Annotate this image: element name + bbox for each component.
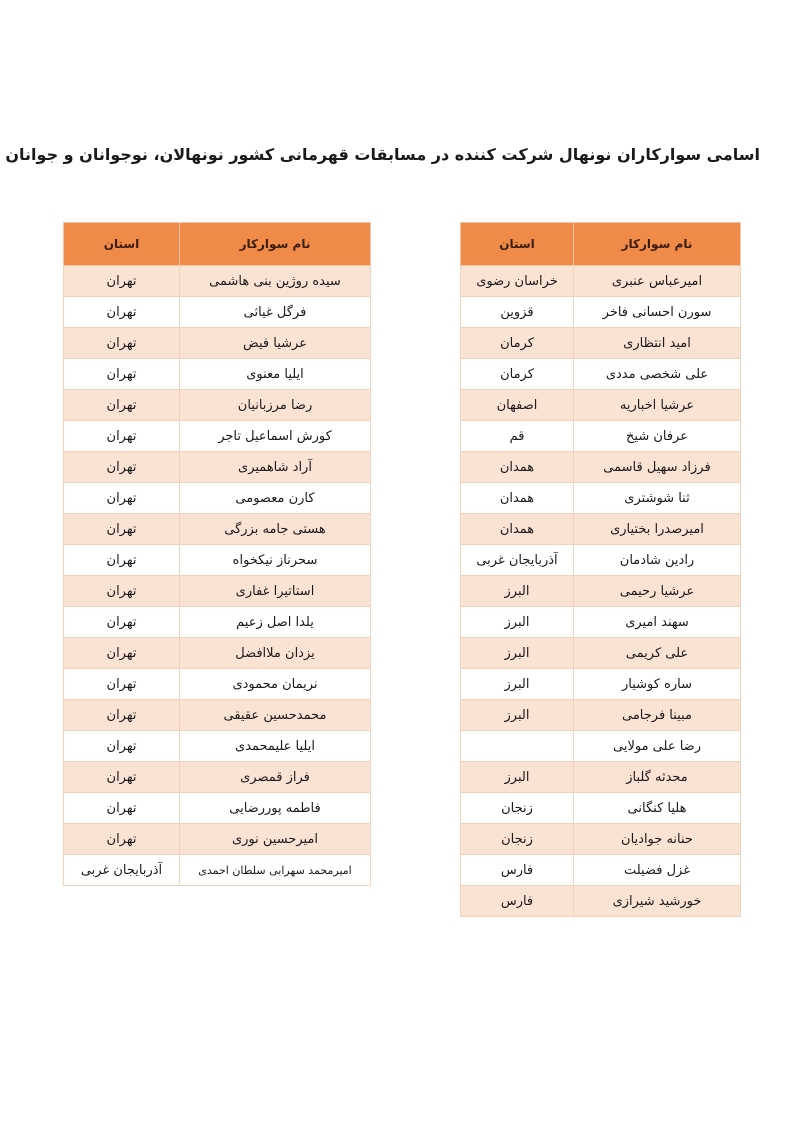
table-row bbox=[461, 731, 741, 762]
rider-name-cell: ساره کوشیار bbox=[574, 669, 741, 700]
table-row bbox=[461, 762, 741, 793]
table-row bbox=[461, 824, 741, 855]
province-cell: تهران bbox=[64, 669, 180, 700]
province-cell: همدان bbox=[461, 483, 574, 514]
rider-name-cell: مبینا فرجامی bbox=[574, 700, 741, 731]
rider-name-cell: علی کریمی bbox=[574, 638, 741, 669]
province-cell: البرز bbox=[461, 576, 574, 607]
name-column-header: نام سوارکار bbox=[574, 223, 741, 266]
province-cell: همدان bbox=[461, 452, 574, 483]
province-cell bbox=[461, 731, 574, 762]
province-cell: تهران bbox=[64, 328, 180, 359]
province-cell: خراسان رضوی bbox=[461, 266, 574, 297]
table-row bbox=[64, 700, 371, 731]
rider-name-cell: امیرمحمد سهرابی سلطان احمدی bbox=[180, 855, 371, 886]
rider-name-cell: امیرصدرا بختیاری bbox=[574, 514, 741, 545]
table-row bbox=[64, 576, 371, 607]
province-cell: تهران bbox=[64, 545, 180, 576]
province-cell: البرز bbox=[461, 669, 574, 700]
rider-name-cell: یزدان ملاافضل bbox=[180, 638, 371, 669]
table-row bbox=[64, 359, 371, 390]
name-column-header: نام سوارکار bbox=[180, 223, 371, 266]
province-cell: تهران bbox=[64, 700, 180, 731]
rider-name-cell: خورشید شیرازی bbox=[574, 886, 741, 917]
table-row bbox=[461, 266, 741, 297]
province-cell: تهران bbox=[64, 266, 180, 297]
table-row bbox=[461, 390, 741, 421]
table-row bbox=[64, 266, 371, 297]
rider-name-cell: علی شخصی مددی bbox=[574, 359, 741, 390]
table-row bbox=[461, 483, 741, 514]
rider-name-cell: سحرناز نیکخواه bbox=[180, 545, 371, 576]
table-row bbox=[461, 545, 741, 576]
rider-name-cell: سهند امیری bbox=[574, 607, 741, 638]
province-cell: کرمان bbox=[461, 359, 574, 390]
rider-name-cell: کارن معصومی bbox=[180, 483, 371, 514]
rider-name-cell: آراد شاهمیری bbox=[180, 452, 371, 483]
province-cell: البرز bbox=[461, 607, 574, 638]
rider-name-cell: عرشیا فیض bbox=[180, 328, 371, 359]
province-cell: همدان bbox=[461, 514, 574, 545]
table-row bbox=[64, 328, 371, 359]
riders-table-left bbox=[63, 222, 371, 886]
province-cell: تهران bbox=[64, 793, 180, 824]
rider-name-cell: امیرعباس عنبری bbox=[574, 266, 741, 297]
table-row bbox=[461, 514, 741, 545]
province-cell: البرز bbox=[461, 762, 574, 793]
province-cell: تهران bbox=[64, 824, 180, 855]
rider-name-cell: هلیا کنگانی bbox=[574, 793, 741, 824]
province-cell: البرز bbox=[461, 638, 574, 669]
table-row bbox=[461, 359, 741, 390]
table-row bbox=[64, 390, 371, 421]
rider-name-cell: کورش اسماعیل تاجر bbox=[180, 421, 371, 452]
rider-name-cell: نریمان محمودی bbox=[180, 669, 371, 700]
riders-table-left-body bbox=[64, 266, 371, 886]
rider-name-cell: فرگل غیاثی bbox=[180, 297, 371, 328]
rider-name-cell: یلدا اصل زعیم bbox=[180, 607, 371, 638]
table-row bbox=[461, 607, 741, 638]
province-cell: تهران bbox=[64, 421, 180, 452]
rider-name-cell: سیده روژین بنی هاشمی bbox=[180, 266, 371, 297]
province-cell: تهران bbox=[64, 452, 180, 483]
table-row bbox=[461, 855, 741, 886]
rider-name-cell: حنانه جوادیان bbox=[574, 824, 741, 855]
rider-name-cell: عرفان شیخ bbox=[574, 421, 741, 452]
province-cell: تهران bbox=[64, 483, 180, 514]
rider-name-cell: ایلیا علیمحمدی bbox=[180, 731, 371, 762]
table-row bbox=[64, 607, 371, 638]
province-cell: اصفهان bbox=[461, 390, 574, 421]
province-cell: زنجان bbox=[461, 793, 574, 824]
table-row bbox=[461, 669, 741, 700]
table-row bbox=[64, 638, 371, 669]
rider-name-cell: ثنا شوشتری bbox=[574, 483, 741, 514]
table-row bbox=[64, 669, 371, 700]
riders-table-right-body bbox=[461, 266, 741, 917]
table-row bbox=[64, 421, 371, 452]
table-row bbox=[64, 514, 371, 545]
province-cell: تهران bbox=[64, 576, 180, 607]
province-cell: قم bbox=[461, 421, 574, 452]
page-title: اسامی سوارکاران نونهال شرکت کننده در مسابقات قهرمانی کشور نونهالان، نوجوانان و جوانان bbox=[5, 145, 760, 164]
rider-name-cell: ایلیا معنوی bbox=[180, 359, 371, 390]
table-row bbox=[461, 638, 741, 669]
rider-name-cell: محدثه گلباز bbox=[574, 762, 741, 793]
province-cell: تهران bbox=[64, 359, 180, 390]
rider-name-cell: امیرحسین نوری bbox=[180, 824, 371, 855]
rider-name-cell: غزل فضیلت bbox=[574, 855, 741, 886]
province-cell: تهران bbox=[64, 762, 180, 793]
rider-name-cell: امید انتظاری bbox=[574, 328, 741, 359]
rider-name-cell: محمدحسین عقیقی bbox=[180, 700, 371, 731]
province-cell: تهران bbox=[64, 731, 180, 762]
rider-name-cell: رضا علی مولایی bbox=[574, 731, 741, 762]
rider-name-cell: عرشیا رحیمی bbox=[574, 576, 741, 607]
rider-name-cell: فرزاد سهیل قاسمی bbox=[574, 452, 741, 483]
table-row bbox=[64, 824, 371, 855]
province-cell: قزوین bbox=[461, 297, 574, 328]
table-row bbox=[64, 855, 371, 886]
table-row bbox=[461, 576, 741, 607]
table-row bbox=[64, 297, 371, 328]
province-cell: تهران bbox=[64, 638, 180, 669]
table-row bbox=[64, 762, 371, 793]
province-cell: تهران bbox=[64, 297, 180, 328]
table-row bbox=[64, 545, 371, 576]
province-cell: فارس bbox=[461, 886, 574, 917]
province-cell: زنجان bbox=[461, 824, 574, 855]
rider-name-cell: فاطمه پوررضایی bbox=[180, 793, 371, 824]
province-column-header: استان bbox=[64, 223, 180, 266]
rider-name-cell: فراز قمصری bbox=[180, 762, 371, 793]
table-row bbox=[461, 421, 741, 452]
riders-table-right bbox=[460, 222, 741, 917]
province-column-header: استان bbox=[461, 223, 574, 266]
rider-name-cell: عرشیا اخباریه bbox=[574, 390, 741, 421]
table-row bbox=[461, 700, 741, 731]
table-row bbox=[461, 297, 741, 328]
table-row bbox=[64, 452, 371, 483]
table-row bbox=[461, 452, 741, 483]
table-row bbox=[64, 793, 371, 824]
table-row bbox=[461, 886, 741, 917]
province-cell: تهران bbox=[64, 390, 180, 421]
province-cell: تهران bbox=[64, 514, 180, 545]
province-cell: البرز bbox=[461, 700, 574, 731]
province-cell: فارس bbox=[461, 855, 574, 886]
province-cell: تهران bbox=[64, 607, 180, 638]
rider-name-cell: رضا مرزبانیان bbox=[180, 390, 371, 421]
province-cell: آذربایجان غربی bbox=[461, 545, 574, 576]
rider-name-cell: رادین شادمان bbox=[574, 545, 741, 576]
table-row bbox=[461, 793, 741, 824]
table-row bbox=[64, 483, 371, 514]
table-header-row bbox=[64, 223, 371, 266]
table-header-row bbox=[461, 223, 741, 266]
province-cell: آذربایجان غربی bbox=[64, 855, 180, 886]
rider-name-cell: سورن احسانی فاخر bbox=[574, 297, 741, 328]
table-row bbox=[461, 328, 741, 359]
province-cell: کرمان bbox=[461, 328, 574, 359]
table-row bbox=[64, 731, 371, 762]
rider-name-cell: استاتیرا غفاری bbox=[180, 576, 371, 607]
rider-name-cell: هستی جامه بزرگی bbox=[180, 514, 371, 545]
